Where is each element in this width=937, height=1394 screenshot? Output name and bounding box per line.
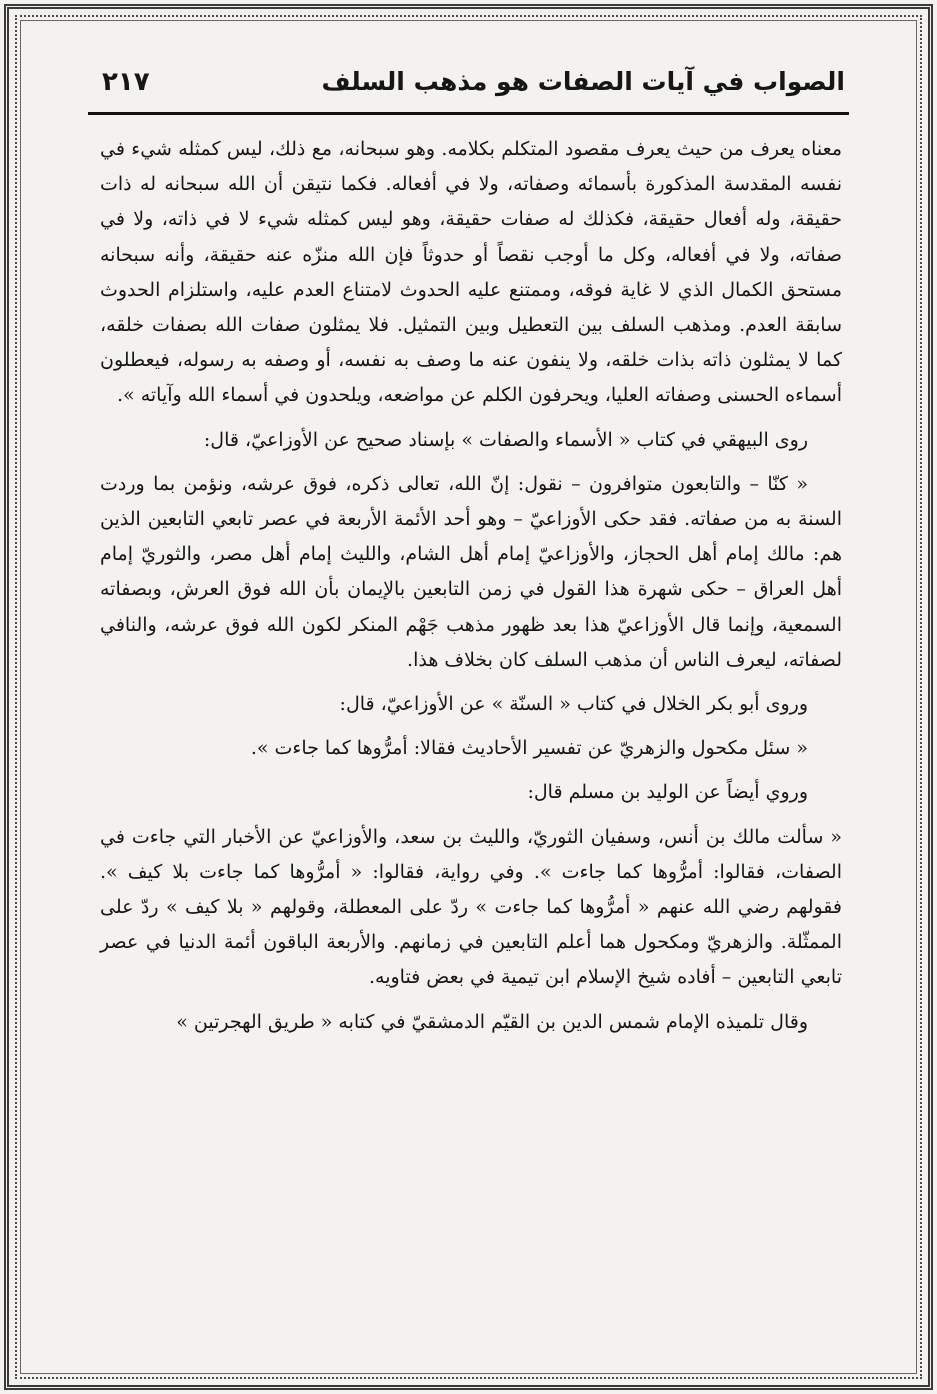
page-header: [92, 62, 845, 102]
paragraph-6: وروي أيضاً عن الوليد بن مسلم قال:: [527, 781, 808, 804]
paragraph-3: « كنّا – والتابعون متوافرون – نقول: إنّ الله، تعالى ذكره، فوق عرشه، ونؤمن بما وردت السنة به من صفاته. فقد حكى الأوزاعيّ – وهو أحد الأئمة الأربعة في عصر تابعي التابعين الذين هم: مالك إمام أهل الحجاز، والأوزاعيّ إمام أهل الشام، والليث إمام أهل مصر، والثوريّ إمام أهل العراق – حكى شهرة هذا القول في زمن التابعين بالإيمان بأن الله فوق العرش، وبصفاته السمعية، وإنما قال الأوزاعيّ هذا بعد ظهور مذهب جَهْم المنكر لكون الله فوق عرشه، والنافي لصفاته، ليعرف الناس أن مذهب السلف كان بخلاف هذا.: [100, 472, 842, 671]
paragraph-5: « سئل مكحول والزهريّ عن تفسير الأحاديث فقالا: أمرُّوها كما جاءت ».: [250, 737, 808, 760]
running-title: الصواب في آيات الصفات هو مذهب السلف: [321, 67, 845, 96]
paragraph-1: معناه يعرف من حيث يعرف مقصود المتكلم بكلامه. وهو سبحانه، مع ذلك، ليس كمثله شيء في نفسه المقدسة المذكورة بأسمائه وصفاته، ولا في أفعاله. فكما نتيقن أن الله سبحانه له ذات حقيقة، وله أفعال حقيقة، فكذلك له صفات حقيقة، وهو ليس كمثله شيء لا في ذاته، ولا في صفاته، ولا في أفعاله، وكل ما أوجب نقصاً أو حدوثاً فإن الله منزّه عنه حقيقة، وأنه سبحانه مستحق الكمال الذي لا غاية فوقه، وممتنع عليه الحدوث لامتناع العدم عليه، واستلزام الحدوث سابقة العدم. ومذهب السلف بين التعطيل وبين التمثيل. فلا يمثلون صفات الله بصفات خلقه، كما لا يمثلون ذاته بذات خلقه، ولا ينفون عنه ما وصف به نفسه، أو وصفه به رسوله، فيعطلون أسماءه الحسنى وصفاته العليا، ويحرفون الكلم عن مواضعه، ويلحدون في أسماء الله وآياته ».: [100, 138, 842, 407]
paragraph-2: روى البيهقي في كتاب « الأسماء والصفات » بإسناد صحيح عن الأوزاعيّ، قال:: [203, 428, 808, 451]
header-rule: [88, 112, 849, 115]
page-number: ٢١٧: [102, 67, 150, 97]
paragraph-7: « سألت مالك بن أنس، وسفيان الثوريّ، والليث بن سعد، والأوزاعيّ عن الأخبار التي جاءت في الصفات، فقالوا: أمرُّوها كما جاءت ». وفي رواية، فقالوا: « أمرُّوها كما جاءت بلا كيف ». فقولهم رضي الله عنهم « أمرُّوها كما جاءت » ردّ على المعطلة، وقولهم « بلا كيف » ردّ على الممثّلة. والزهريّ ومكحول هما أعلم التابعين في زمانهم. والأربعة الباقون أئمة الدنيا في عصر تابعي التابعين – أفاده شيخ الإسلام ابن تيمية في بعض فتاويه.: [100, 825, 842, 989]
page-body: [100, 132, 842, 1049]
paragraph-8: وقال تلميذه الإمام شمس الدين بن القيّم الدمشقيّ في كتابه « طريق الهجرتين »: [176, 1010, 808, 1033]
paragraph-4: وروى أبو بكر الخلال في كتاب « السنّة » عن الأوزاعيّ، قال:: [339, 693, 808, 716]
